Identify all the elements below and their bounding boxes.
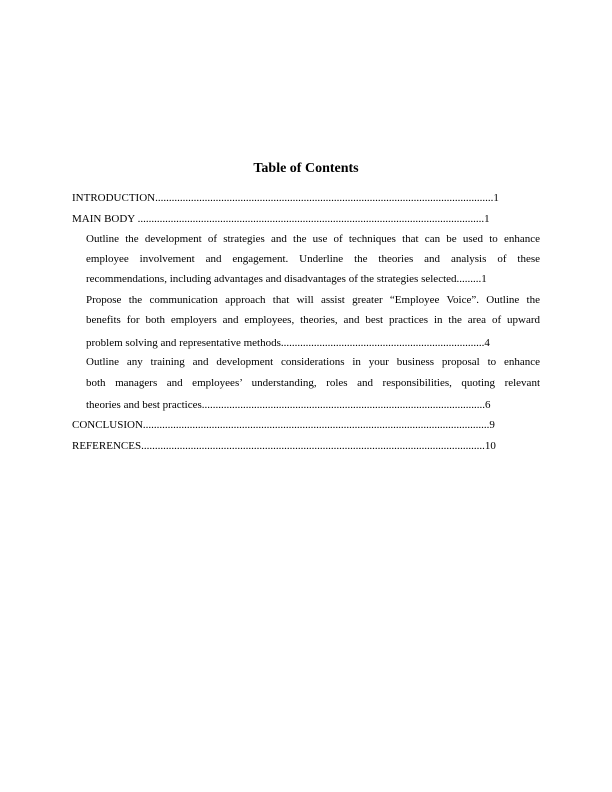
toc-title: Table of Contents <box>253 161 359 176</box>
toc-entry-employee-voice-line-2[interactable]: benefits for both employers and employees, theories, and best practices in the area of upward <box>86 314 540 326</box>
toc-entry-training-line-2[interactable]: both managers and employees’ understanding, roles and responsibilities, quoting relevant <box>86 377 540 389</box>
toc-entry-training-line-3[interactable]: theories and best practices.......................................................................................................6 <box>86 399 491 411</box>
toc-entry-conclusion[interactable]: CONCLUSION..............................................................................................................................9 <box>72 419 495 431</box>
toc-entry-introduction[interactable]: INTRODUCTION...........................................................................................................................1 <box>72 192 499 204</box>
toc-entry-strategies-line-1[interactable]: Outline the development of strategies and the use of techniques that can be used to enhance <box>86 233 540 245</box>
toc-entry-main-body[interactable]: MAIN BODY ..............................................................................................................................1 <box>72 213 490 225</box>
toc-entry-references[interactable]: REFERENCES.............................................................................................................................10 <box>72 440 496 452</box>
toc-entry-employee-voice-line-3[interactable]: problem solving and representative methods..........................................................................4 <box>86 337 490 349</box>
toc-entry-training-line-1[interactable]: Outline any training and development considerations in your business proposal to enhance <box>86 356 540 368</box>
toc-entry-employee-voice-line-1[interactable]: Propose the communication approach that will assist greater “Employee Voice”. Outline the <box>86 294 540 306</box>
toc-entry-strategies-line-3[interactable]: recommendations, including advantages and disadvantages of the strategies selected.........1 <box>86 273 487 285</box>
toc-entry-strategies-line-2[interactable]: employee involvement and engagement. Underline the theories and analysis of these <box>86 253 540 265</box>
